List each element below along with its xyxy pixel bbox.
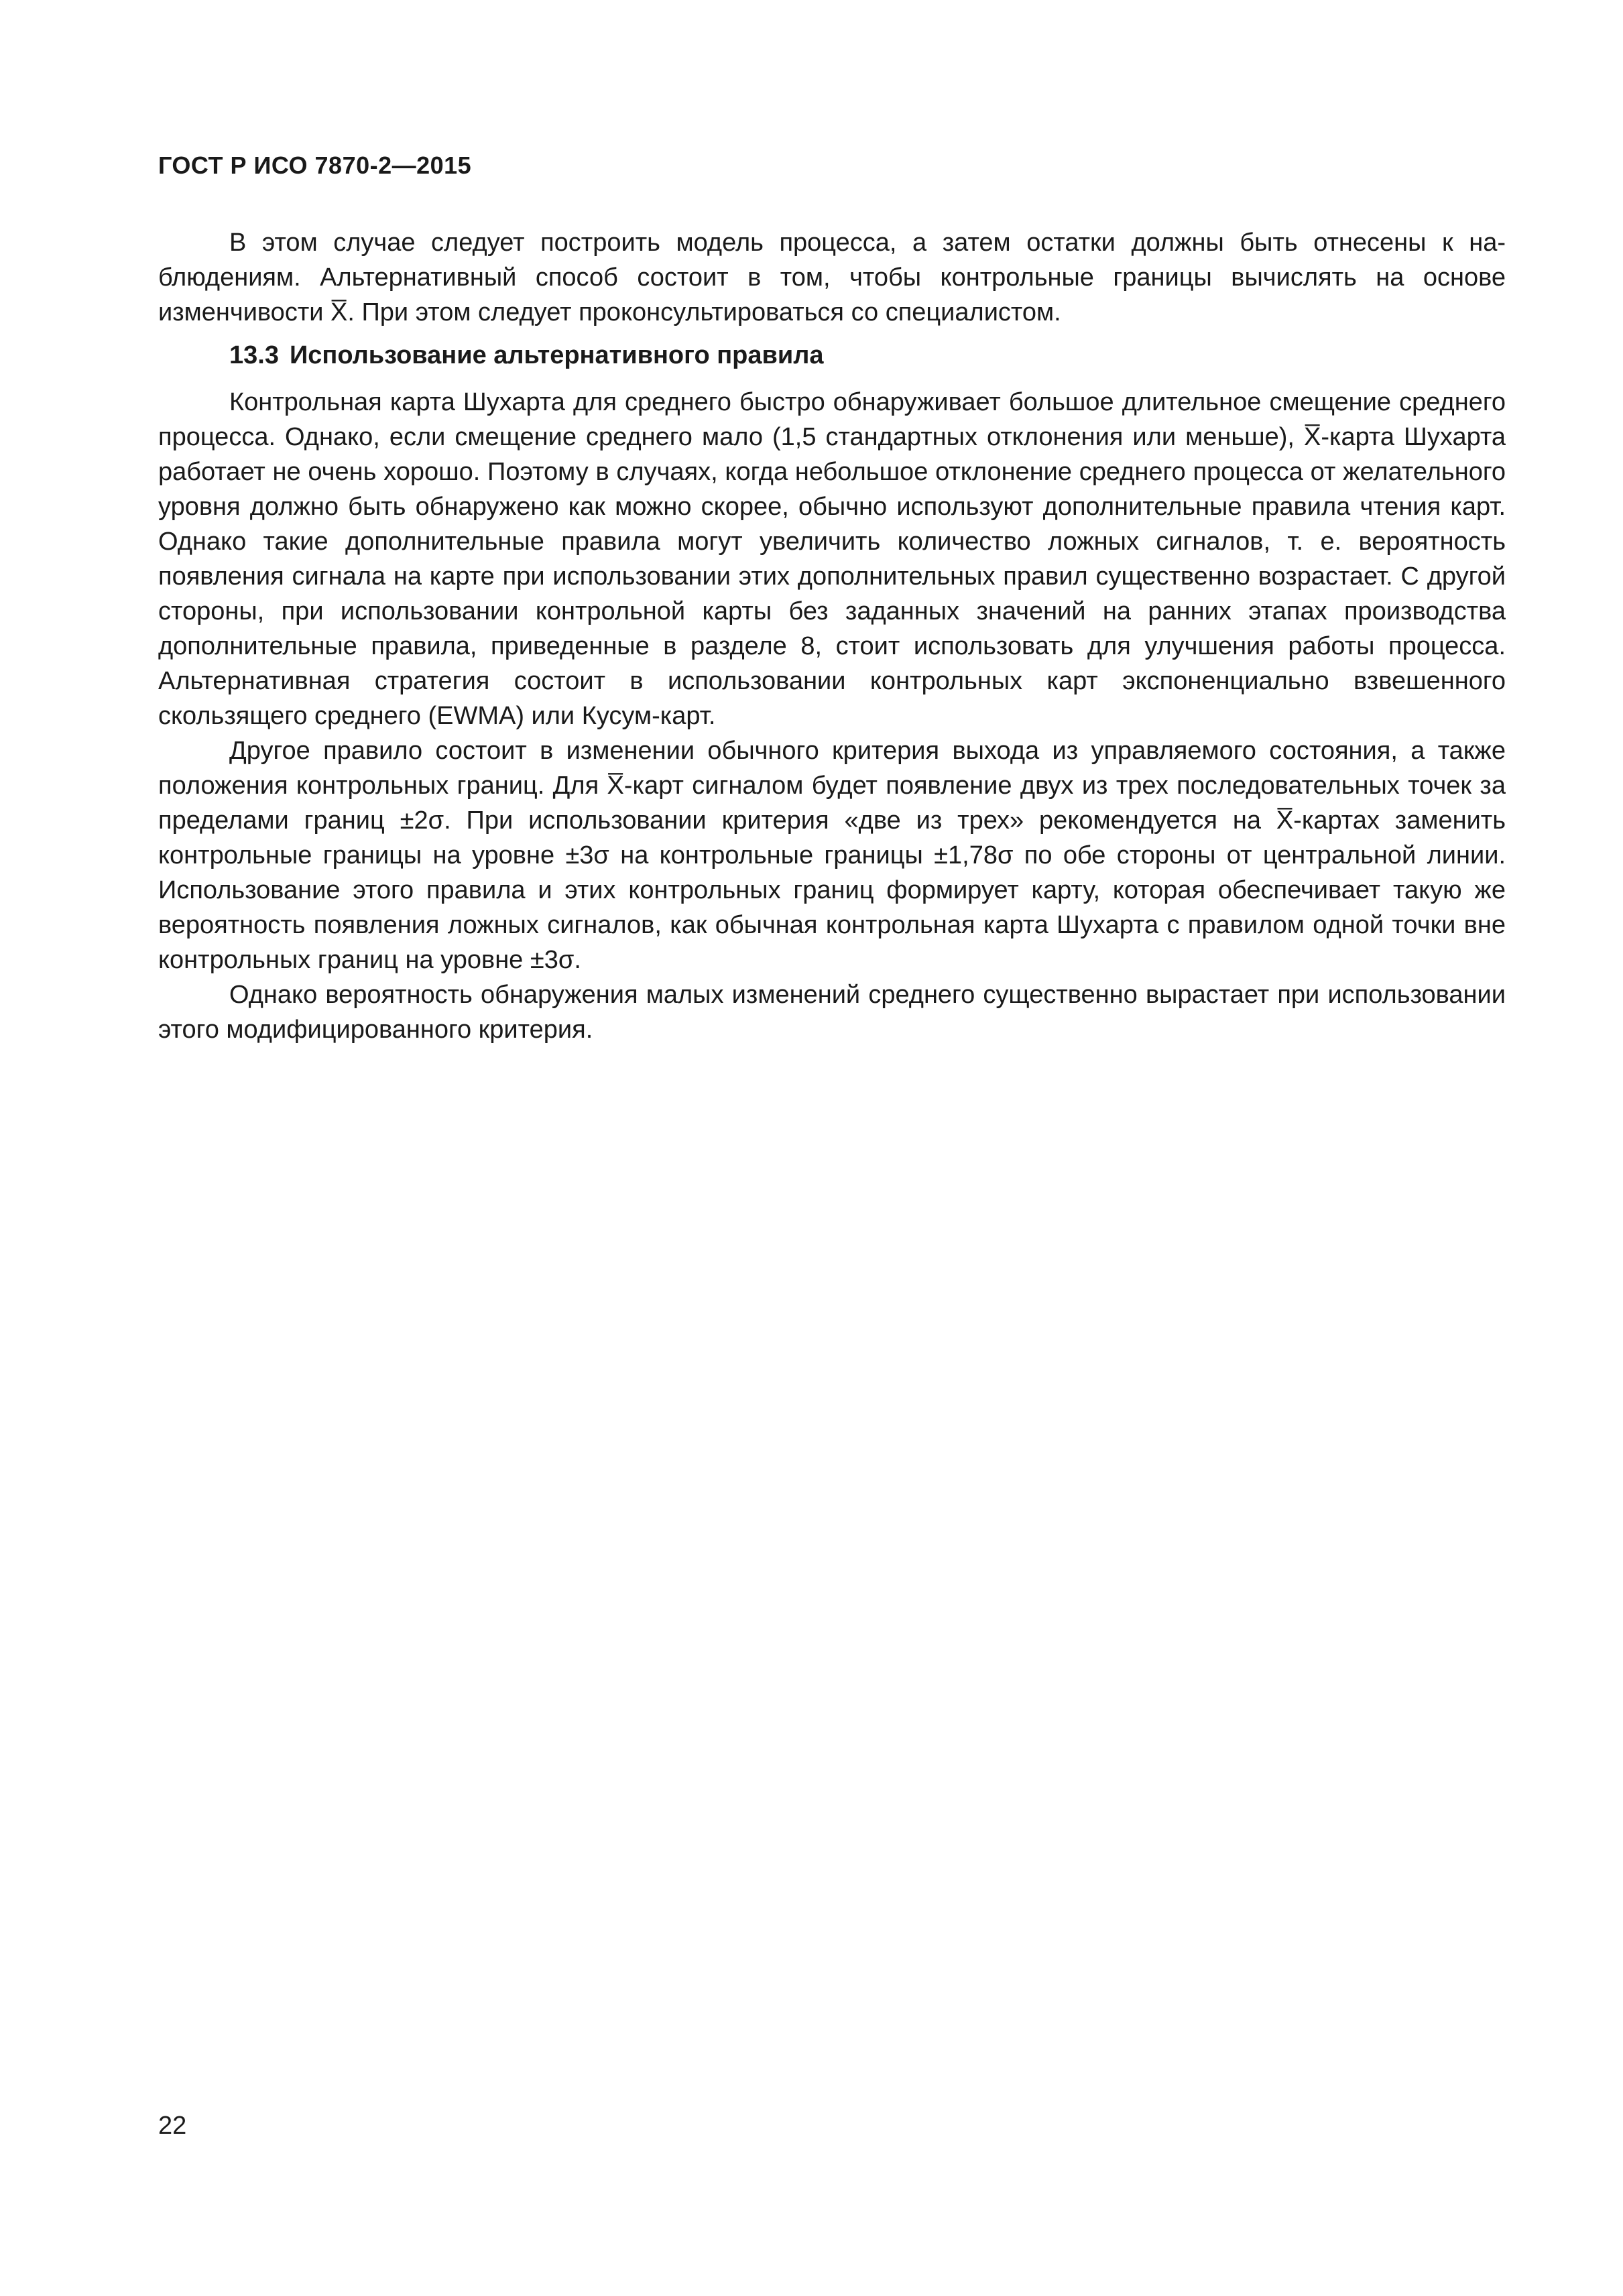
section-title: Использование альтернативного правила (289, 341, 824, 369)
page-number: 22 (158, 2112, 187, 2140)
document-code-header: ГОСТ Р ИСО 7870-2—2015 (158, 152, 472, 179)
section-heading (158, 338, 1506, 373)
paragraph-1: В этом случае следует построить модель процесса, а затем остатки должны быть отнесены к наблюдениям. Альтернативный способ состоит в том, чтобы контрольные границы вычислять на основе изменчивости X̅. При этом следует проконсультироваться со специалистом. (158, 229, 1506, 326)
paragraph-3: Другое правило состоит в изменении обычного критерия выхода из управляемого состояния, а также положения контрольных границ. Для X̅-карт сигналом будет появление двух из трех последовательных точек за пределами границ ±2σ. При использовании критерия «две из трех» рекомендуется на X̅-картах заменить контрольные границы на уровне ±3σ на контрольные границы ±1,78σ по обе стороны от центральной линии. Использование этого правила и этих контрольных границ формирует карту, которая обеспечивает такую же вероятность появления ложных сигналов, как обычная контрольная карта Шухарта с правилом одной точки вне контрольных границ на уровне ±3σ. (158, 737, 1506, 974)
document-body (158, 225, 1506, 1047)
paragraph-4: Однако вероятность обнаружения малых изменений среднего существенно вырастает при использовании этого модифицированного критерия. (158, 981, 1506, 1044)
paragraph-2: Контрольная карта Шухарта для среднего быстро обнаруживает большое длительное смещение среднего процесса. Однако, если смещение среднего мало (1,5 стандартных отклонения или меньше), X̅-карта Шухарта работает не очень хорошо. Поэтому в случаях, когда небольшое отклонение среднего процесса от желательного уровня должно быть обнаружено как можно скорее, обычно используют дополнительные правила чтения карт. Однако такие дополнительные правила могут увеличить количество ложных сигналов, т. е. вероятность появления сигнала на карте при использовании этих дополнительных правил существенно возрастает. С другой стороны, при использовании контрольной карты без заданных значений на ранних этапах производства дополнительные правила, приведенные в разделе 8, стоит использовать для улучшения работы процесса. Альтернативная стратегия состоит в использовании контрольных карт экспоненциально взвешенного скользящего среднего (EWMA) или Кусум-карт. (158, 388, 1506, 730)
section-number: 13.3 (229, 341, 279, 369)
